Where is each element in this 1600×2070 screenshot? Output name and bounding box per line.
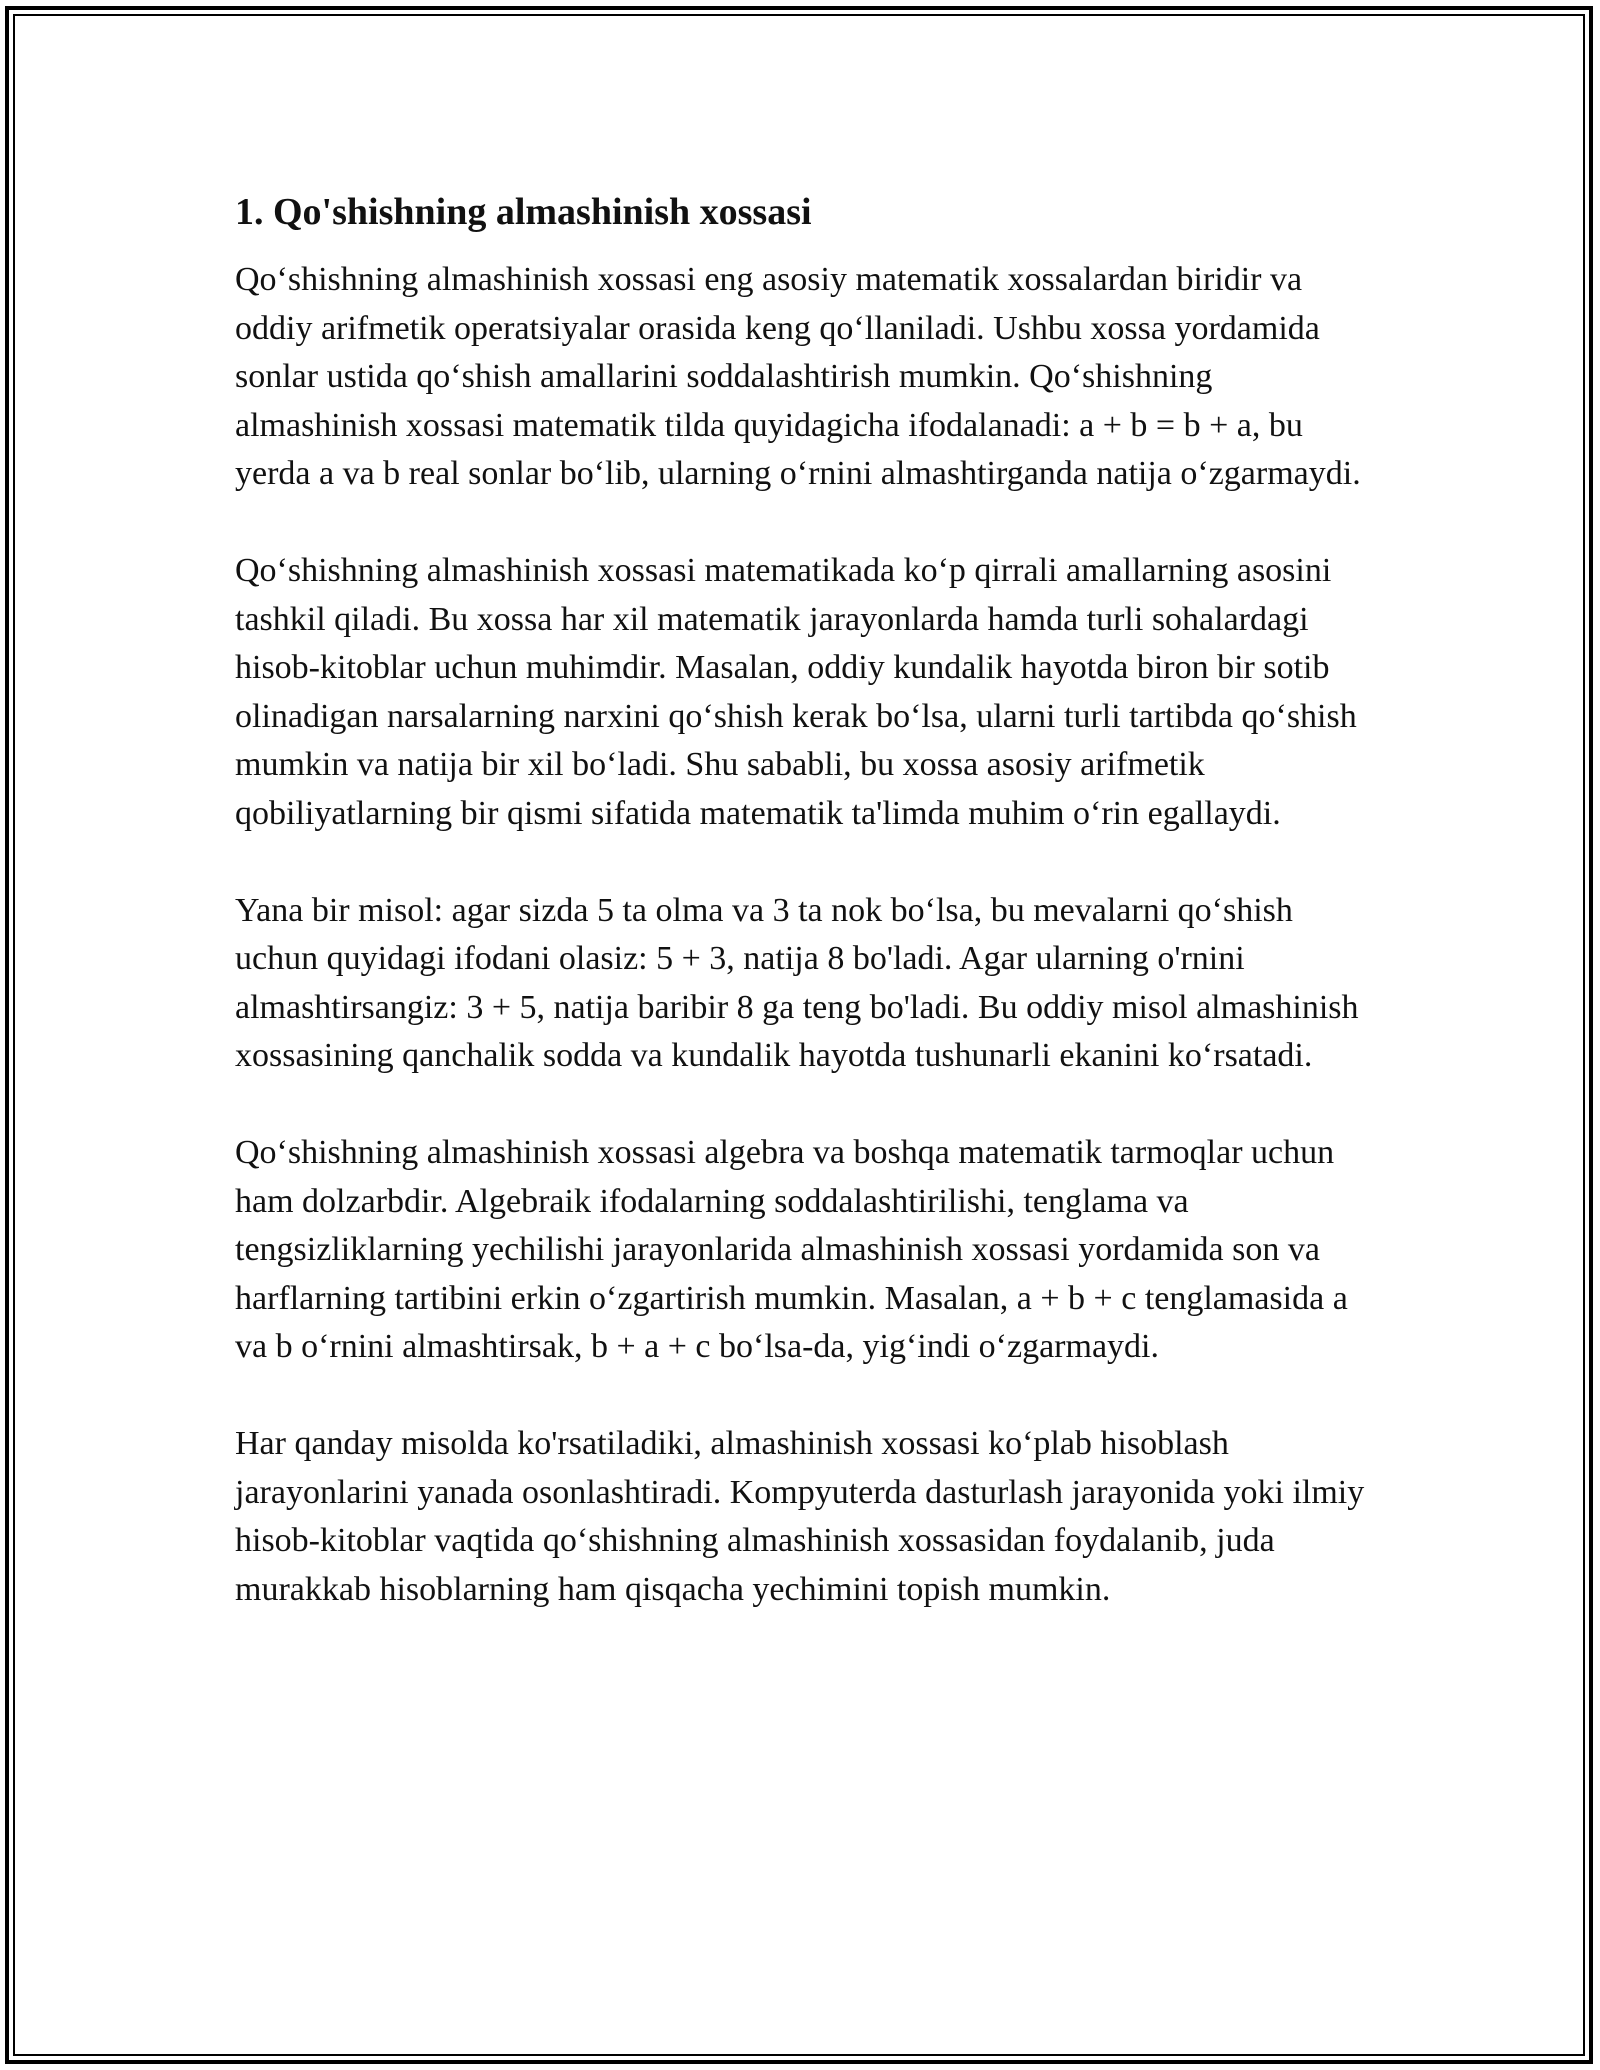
- paragraph-3: Yana bir misol: agar sizda 5 ta olma va 3 ta nok bo‘lsa, bu mevalarni qo‘shish uchun quyidagi ifodani olasiz: 5 + 3, natija 8 bo'ladi. Agar ularning o'rnini almashtirsangiz: 3 + 5, natija baribir 8 ga teng bo'ladi. Bu oddiy misol almashinish xossasining qanchalik sodda va kundalik hayotda tushunarli ekanini ko‘rsatadi.: [235, 891, 1359, 1074]
- paragraph-2: Qo‘shishning almashinish xossasi matematikada ko‘p qirrali amallarning asosini tashkil qiladi. Bu xossa har xil matematik jarayonlarda hamda turli sohalardagi hisob-kitoblar uchun muhimdir. Masalan, oddiy kundalik hayotda biron bir sotib olinadigan narsalarning narxini qo‘shish kerak bo‘lsa, ularni turli tartibda qo‘shish mumkin va natija bir xil bo‘ladi. Shu sababli, bu xossa asosiy arifmetik qobiliyatlarning bir qismi sifatida matematik ta'limda muhim o‘rin egallaydi.: [235, 552, 1357, 832]
- paragraph-1: Qo‘shishning almashinish xossasi eng asosiy matematik xossalardan biridir va oddiy arifmetik operatsiyalar orasida keng qo‘llaniladi. Ushbu xossa yordamida sonlar ustida qo‘shish amallarini soddalashtirish mumkin. Qo‘shishning almashinish xossasi matematik tilda quyidagicha ifodalanadi: a + b = b + a, bu yerda a va b real sonlar bo‘lib, ularning o‘rnini almashtirganda natija o‘zgarmaydi.: [235, 261, 1361, 492]
- section-heading: 1. Qo'shishning almashinish xossasi: [235, 191, 812, 233]
- paragraph-5: Har qanday misolda ko'rsatiladiki, almashinish xossasi ko‘plab hisoblash jarayonlarini yanada osonlashtiradi. Kompyuterda dasturlash jarayonida yoki ilmiy hisob-kitoblar vaqtida qo‘shishning almashinish xossasidan foydalanib, juda murakkab hisoblarning ham qisqacha yechimini topish mumkin.: [235, 1425, 1365, 1608]
- paragraph-4: Qo‘shishning almashinish xossasi algebra va boshqa matematik tarmoqlar uchun ham dolzarbdir. Algebraik ifodalarning soddalashtirilishi, tenglama va tengsizliklarning yechilishi jarayonlarida almashinish xossasi yordamida son va harflarning tartibini erkin o‘zgartirish mumkin. Masalan, a + b + c tenglamasida a va b o‘rnini almashtirsak, b + a + c bo‘lsa-da, yig‘indi o‘zgarmaydi.: [235, 1134, 1348, 1365]
- document-body: [235, 188, 1375, 1614]
